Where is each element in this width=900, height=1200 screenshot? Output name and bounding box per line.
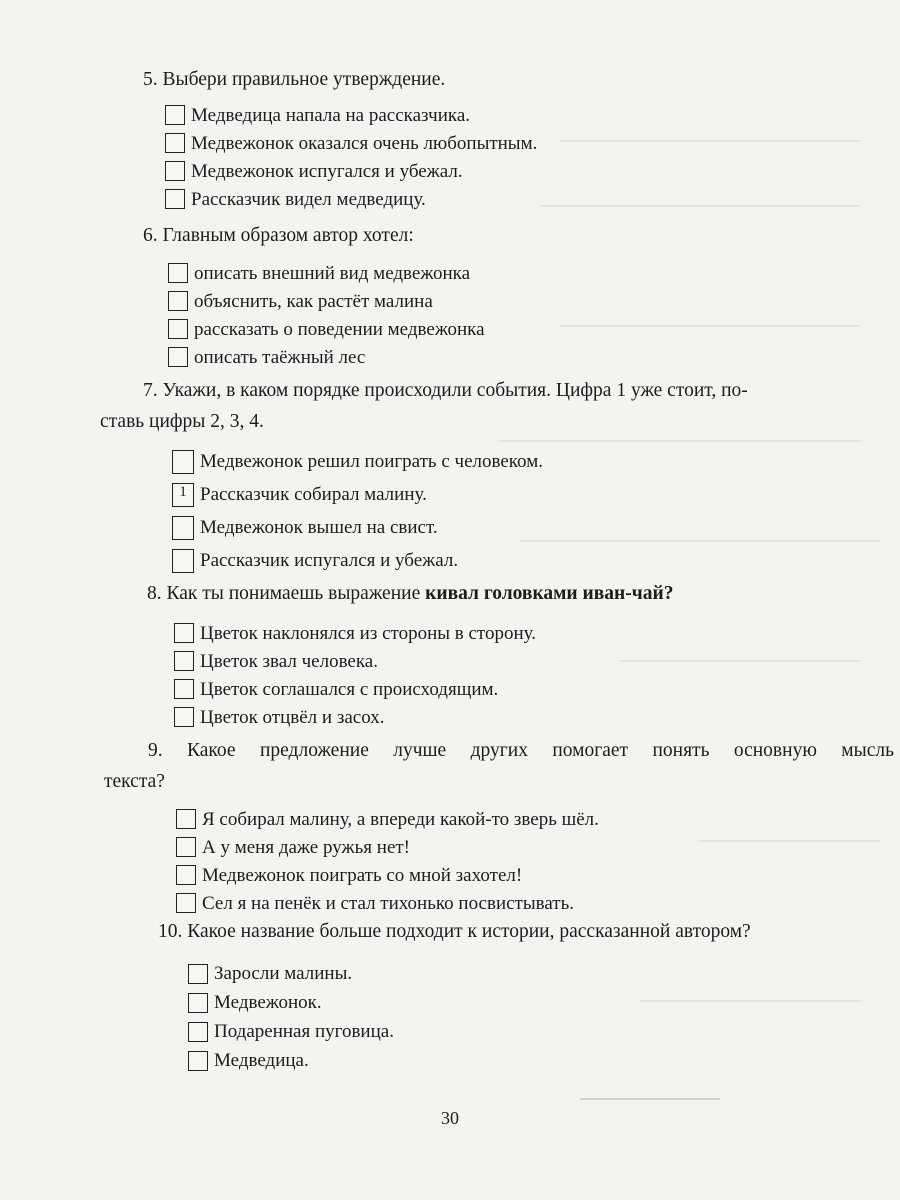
option-label: Цветок соглашался с происходящим. xyxy=(200,678,499,700)
option-label: Медвежонок решил поиграть с человеком. xyxy=(200,451,543,472)
option-label: Цветок отцвёл и засох. xyxy=(200,706,385,728)
option[interactable] xyxy=(188,1046,751,1075)
option-label: рассказать о поведении медвежонка xyxy=(194,318,485,340)
question-highlight: кивал головками иван-чай? xyxy=(425,583,674,604)
checkbox[interactable] xyxy=(165,161,185,181)
checkbox[interactable] xyxy=(176,809,196,829)
question-prompt: Главным образом автор хотел: xyxy=(162,225,414,246)
question-prompt-line1: Какое предложение лучше других помогает понять основную мысль xyxy=(187,740,895,761)
question-prompt: Выбери правильное утверждение. xyxy=(162,69,446,90)
option[interactable] xyxy=(174,619,674,647)
option[interactable] xyxy=(176,833,894,861)
option[interactable] xyxy=(165,129,537,157)
checkbox[interactable] xyxy=(165,133,185,153)
question-number: 9. xyxy=(148,740,163,761)
page-number: 30 xyxy=(441,1108,459,1128)
checkbox[interactable] xyxy=(168,319,188,339)
option-label: Рассказчик испугался и убежал. xyxy=(200,550,459,571)
option-label: Медведица. xyxy=(214,1050,309,1071)
option-label: Я собирал малину, а впереди какой-то зверь шёл. xyxy=(202,808,599,830)
question-number: 6. xyxy=(143,225,158,246)
option-label: Медвежонок поиграть со мной захотел! xyxy=(202,864,523,886)
option-label: Медвежонок оказался очень любопытным. xyxy=(191,132,538,154)
checkbox[interactable] xyxy=(174,679,194,699)
order-box[interactable] xyxy=(172,516,194,540)
options-list xyxy=(168,259,485,371)
option[interactable] xyxy=(176,861,894,889)
option-label: Медвежонок испугался и убежал. xyxy=(191,160,463,182)
checkbox[interactable] xyxy=(174,707,194,727)
option[interactable] xyxy=(188,959,751,988)
option[interactable] xyxy=(176,889,894,917)
options-list xyxy=(172,445,890,577)
checkbox[interactable] xyxy=(168,291,188,311)
option[interactable] xyxy=(172,478,890,511)
option[interactable] xyxy=(174,675,674,703)
option[interactable] xyxy=(172,511,890,544)
option[interactable] xyxy=(165,185,537,213)
question-5-text xyxy=(143,64,537,95)
checkbox[interactable] xyxy=(176,865,196,885)
option-label: Медвежонок. xyxy=(214,992,322,1013)
option[interactable] xyxy=(165,157,537,185)
checkbox[interactable] xyxy=(188,1051,208,1071)
question-10-text xyxy=(158,916,751,947)
order-box[interactable] xyxy=(172,450,194,474)
checkbox[interactable] xyxy=(174,651,194,671)
option-label: Заросли малины. xyxy=(214,963,353,984)
question-prompt-line1: Укажи, в каком порядке происходили события. Цифра 1 уже стоит, по- xyxy=(162,380,748,401)
order-box[interactable]: 1 xyxy=(172,483,194,507)
question-7-text xyxy=(100,375,890,406)
question-prompt: Какое название больше подходит к истории, рассказанной автором? xyxy=(187,921,751,942)
option-label: Цветок наклонялся из стороны в сторону. xyxy=(200,622,536,644)
option-label: описать таёжный лес xyxy=(194,346,366,368)
order-box[interactable] xyxy=(172,549,194,573)
option-label: Сел я на пенёк и стал тихонько посвистывать. xyxy=(202,892,575,914)
question-number: 7. xyxy=(143,380,158,401)
question-prompt-line2: ставь цифры 2, 3, 4. xyxy=(100,411,264,432)
bleed-through-line xyxy=(560,140,860,142)
bleed-through-line xyxy=(540,205,860,207)
options-list xyxy=(174,619,674,731)
option-label: Медвежонок вышел на свист. xyxy=(200,517,438,538)
option[interactable] xyxy=(168,343,485,371)
option-label: Цветок звал человека. xyxy=(200,650,378,672)
question-5 xyxy=(143,64,537,213)
checkbox[interactable] xyxy=(188,1022,208,1042)
question-7 xyxy=(100,375,890,577)
question-7-text-cont xyxy=(100,406,890,437)
question-number: 5. xyxy=(143,69,158,90)
checkbox[interactable] xyxy=(176,893,196,913)
option-label: Рассказчик собирал малину. xyxy=(200,484,427,505)
option-label: Рассказчик видел медведицу. xyxy=(191,188,426,210)
option[interactable] xyxy=(174,647,674,675)
option-label: описать внешний вид медвежонка xyxy=(194,262,471,284)
question-6 xyxy=(143,220,485,371)
question-number: 8. xyxy=(147,583,162,604)
option[interactable] xyxy=(168,287,485,315)
question-10 xyxy=(158,916,751,1075)
option-label: Медведица напала на рассказчика. xyxy=(191,104,471,126)
checkbox[interactable] xyxy=(188,993,208,1013)
checkbox[interactable] xyxy=(176,837,196,857)
bleed-through-line xyxy=(580,1098,720,1100)
option-label: объяснить, как растёт малина xyxy=(194,290,433,312)
option[interactable] xyxy=(172,445,890,478)
checkbox[interactable] xyxy=(188,964,208,984)
question-9-text-cont xyxy=(104,766,894,797)
option[interactable] xyxy=(165,101,537,129)
question-9-text xyxy=(104,735,894,766)
question-number: 10. xyxy=(158,921,183,942)
option[interactable] xyxy=(174,703,674,731)
question-prompt-line2: текста? xyxy=(104,771,165,792)
options-list xyxy=(188,959,751,1075)
option-label: Подаренная пуговица. xyxy=(214,1021,394,1042)
option[interactable] xyxy=(188,988,751,1017)
question-6-text xyxy=(143,220,485,251)
checkbox[interactable] xyxy=(174,623,194,643)
option[interactable] xyxy=(188,1017,751,1046)
checkbox[interactable] xyxy=(168,347,188,367)
option[interactable] xyxy=(176,805,894,833)
option[interactable] xyxy=(168,315,485,343)
bleed-through-line xyxy=(560,325,860,327)
options-list xyxy=(165,101,537,213)
option-label: А у меня даже ружья нет! xyxy=(202,836,411,858)
checkbox[interactable] xyxy=(165,105,185,125)
checkbox[interactable] xyxy=(165,189,185,209)
option[interactable] xyxy=(172,544,890,577)
option[interactable] xyxy=(168,259,485,287)
checkbox[interactable] xyxy=(168,263,188,283)
question-prompt: Как ты понимаешь выражение xyxy=(166,583,421,604)
question-8-text xyxy=(147,578,674,609)
question-8 xyxy=(147,578,674,731)
options-list xyxy=(176,805,894,917)
question-9 xyxy=(104,735,894,917)
